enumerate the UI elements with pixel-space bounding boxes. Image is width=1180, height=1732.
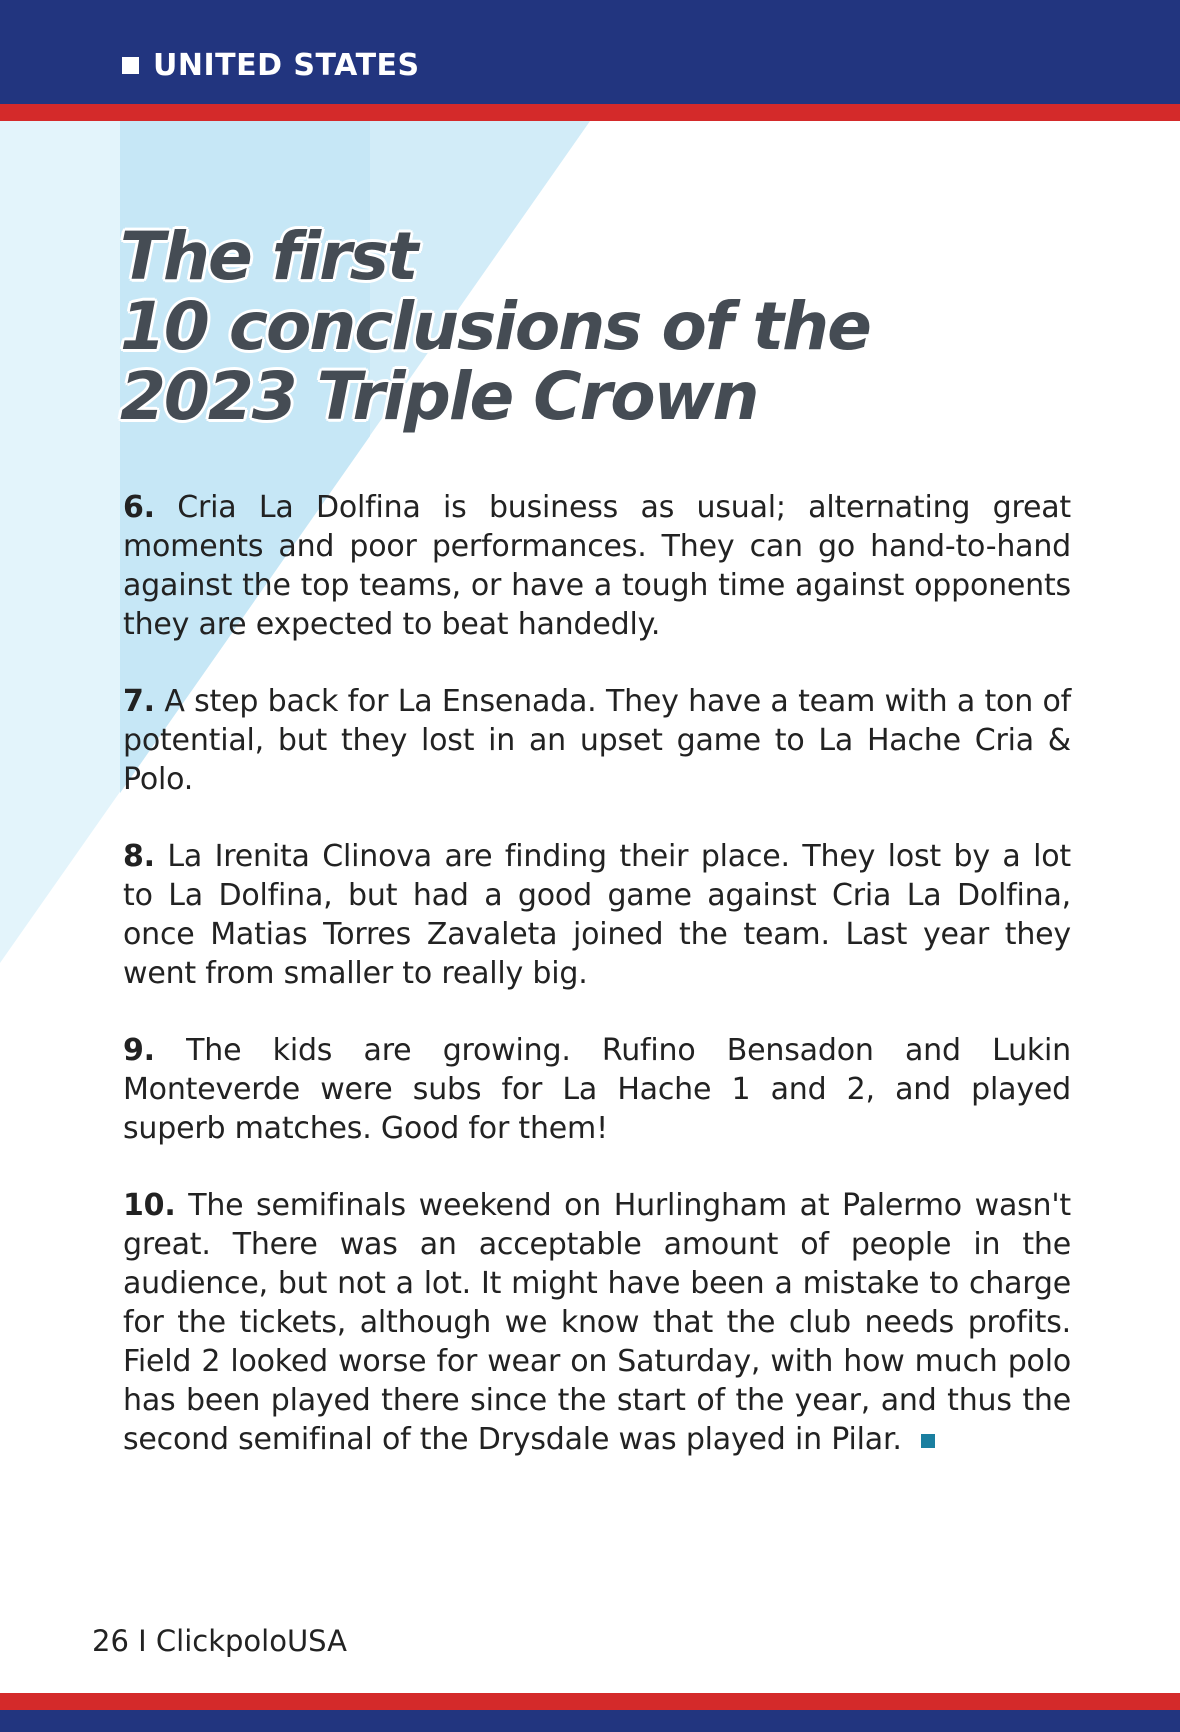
footer-red-stripe	[0, 1693, 1180, 1710]
square-bullet-icon	[122, 57, 139, 74]
conclusion-item	[123, 682, 1071, 799]
page-footer	[92, 1624, 347, 1658]
conclusion-text: A step back for La Ensenada. They have a team with a ton of potential, but they lost in an upset game to La Hache Cria & Polo.	[123, 684, 1072, 797]
conclusion-number: 10.	[123, 1188, 176, 1223]
title-line: 10 conclusions of the	[120, 288, 870, 365]
conclusion-text: La Irenita Clinova are finding their place. They lost by a lot to La Dolfina, but had a good game against Cria La Dolfina, once Matias Torres Zavaleta joined the team. Last year they went from smaller to really big.	[123, 839, 1071, 991]
publication-name: ClickpoloUSA	[155, 1624, 347, 1658]
conclusion-item	[123, 1031, 1071, 1148]
section-label-text: UNITED STATES	[153, 48, 420, 83]
title-line: 2023 Triple Crown	[120, 358, 758, 435]
conclusion-number: 7.	[123, 684, 155, 719]
article-body	[123, 488, 1071, 1497]
conclusion-number: 9.	[123, 1033, 155, 1068]
conclusion-item	[123, 488, 1071, 644]
conclusion-text: The kids are growing. Rufino Bensadon and Lukin Monteverde were subs for La Hache 1 and 2, and played superb matches. Good for them!	[123, 1033, 1071, 1146]
title-line: The first	[120, 218, 417, 295]
conclusion-item	[123, 837, 1071, 993]
conclusion-text: Cria La Dolfina is business as usual; alternating great moments and poor performances. They can go hand-to-hand against the top teams, or have a tough time against opponents they are expected to beat handedly.	[123, 490, 1071, 642]
header-red-stripe	[0, 104, 1180, 121]
conclusion-number: 6.	[123, 490, 155, 525]
conclusion-item	[123, 1186, 1071, 1459]
article-title	[120, 218, 1020, 435]
footer-separator: I	[138, 1624, 147, 1658]
end-square-icon	[921, 1434, 935, 1448]
footer-bar	[0, 1710, 1180, 1732]
conclusion-number: 8.	[123, 839, 155, 874]
section-label	[122, 48, 420, 83]
page-number: 26	[92, 1624, 129, 1658]
conclusion-text: The semifinals weekend on Hurlingham at Palermo wasn't great. There was an acceptable amount of people in the audience, but not a lot. It might have been a mistake to charge for the tickets, although we know that the club needs profits. Field 2 looked worse for wear on Saturday, with how much polo has been played there since the start of the year, and thus the second semifinal of the Drysdale was played in Pilar.	[123, 1188, 1071, 1457]
